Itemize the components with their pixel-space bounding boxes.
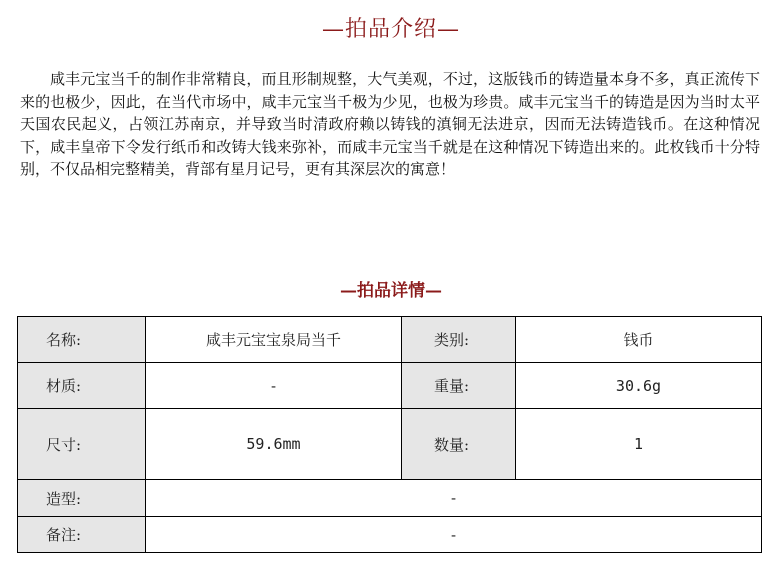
- remark-label: 备注:: [18, 517, 146, 553]
- name-value: 咸丰元宝宝泉局当千: [146, 317, 402, 363]
- table-row-shape: [18, 480, 762, 517]
- shape-label: 造型:: [18, 480, 146, 517]
- category-label: 类别:: [402, 317, 516, 363]
- details-section-title: —拍品详情—: [340, 281, 442, 301]
- name-label: 名称:: [18, 317, 146, 363]
- material-value: -: [146, 363, 402, 409]
- table-row-material: [18, 363, 762, 409]
- quantity-label: 数量:: [402, 409, 516, 480]
- weight-value: 30.6g: [516, 363, 762, 409]
- size-label: 尺寸:: [18, 409, 146, 480]
- weight-label: 重量:: [402, 363, 516, 409]
- size-value: 59.6mm: [146, 409, 402, 480]
- category-value: 钱币: [516, 317, 762, 363]
- details-table: [17, 316, 762, 553]
- shape-value: -: [146, 480, 762, 517]
- table-row-size: [18, 409, 762, 480]
- table-row-remark: [18, 517, 762, 553]
- table-row-name: [18, 317, 762, 363]
- material-label: 材质:: [18, 363, 146, 409]
- intro-section-title: —拍品介绍—: [321, 17, 460, 42]
- remark-value: -: [146, 517, 762, 553]
- intro-paragraph: 咸丰元宝当千的制作非常精良，而且形制规整，大气美观，不过，这版钱币的铸造量本身不多，真正流传下来的也极少，因此，在当代市场中，咸丰元宝当千极为少见，也极为珍贵。咸丰元宝当千的铸造是因为当时太平天国农民起义，占领江苏南京，并导致当时清政府赖以铸钱的滇铜无法进京，因而无法铸造钱币。在这种情况下，咸丰皇帝下令发行纸币和改铸大钱来弥补，而咸丰元宝当千就是在这种情况下铸造出来的。此枚钱币十分特别，不仅品相完整精美，背部有星月记号，更有其深层次的寓意！: [20, 70, 760, 178]
- quantity-value: 1: [516, 409, 762, 480]
